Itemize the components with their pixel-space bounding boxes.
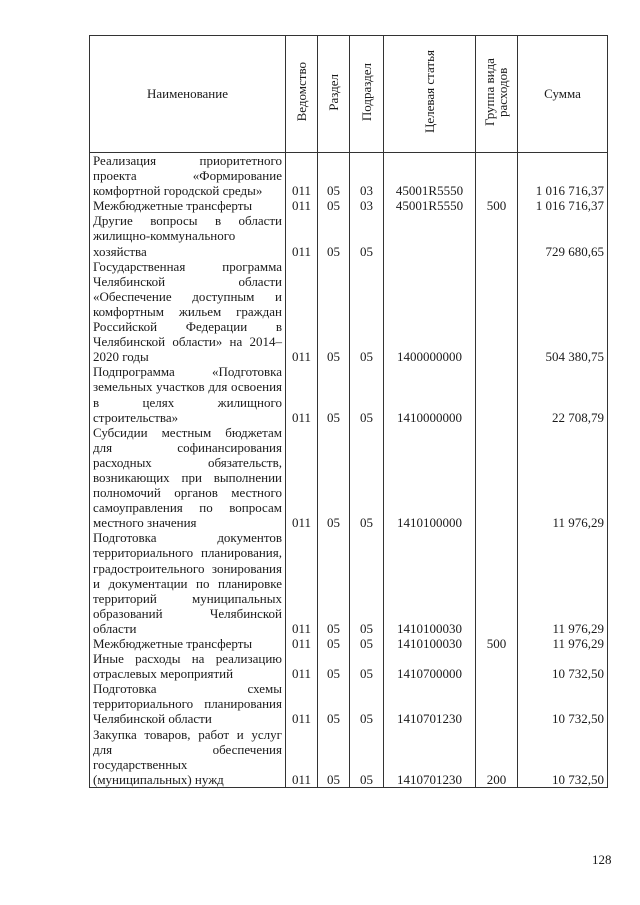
row-sum: 11 976,29 bbox=[518, 530, 608, 636]
row-name: Реализация приоритетного проекта «Формирование комфортной городской среды» bbox=[90, 153, 286, 199]
row-section: 05 bbox=[318, 636, 350, 651]
row-name: Закупка товаров, работ и услуг для обеспечения государственных (муниципальных) нужд bbox=[90, 727, 286, 788]
table-row bbox=[90, 651, 608, 681]
row-dept: 011 bbox=[286, 364, 318, 424]
row-sum: 10 732,50 bbox=[518, 651, 608, 681]
row-name: Государственная программа Челябинской области «Обеспечение доступным и комфортным жильем граждан Российской Федерации в Челябинской области» на 2014–2020 годы bbox=[90, 259, 286, 365]
row-group bbox=[476, 651, 518, 681]
row-sum: 10 732,50 bbox=[518, 681, 608, 726]
row-name: Межбюджетные трансферты bbox=[90, 636, 286, 651]
row-group bbox=[476, 364, 518, 424]
row-sum: 729 680,65 bbox=[518, 213, 608, 258]
row-group: 500 bbox=[476, 636, 518, 651]
row-group: 200 bbox=[476, 727, 518, 788]
row-section: 05 bbox=[318, 681, 350, 726]
row-target: 1410100030 bbox=[384, 636, 476, 651]
row-dept: 011 bbox=[286, 259, 318, 365]
row-target: 1410000000 bbox=[384, 364, 476, 424]
row-target bbox=[384, 213, 476, 258]
row-target: 1410701230 bbox=[384, 727, 476, 788]
row-group bbox=[476, 153, 518, 199]
row-section: 05 bbox=[318, 651, 350, 681]
row-group bbox=[476, 259, 518, 365]
row-target: 1410700000 bbox=[384, 651, 476, 681]
row-sum: 11 976,29 bbox=[518, 636, 608, 651]
budget-table bbox=[89, 35, 608, 788]
row-name: Подпрограмма «Подготовка земельных участков для освоения в целях жилищного строительства» bbox=[90, 364, 286, 424]
table-row bbox=[90, 727, 608, 788]
row-subsection: 03 bbox=[350, 198, 384, 213]
page-number: 128 bbox=[592, 852, 612, 867]
table-row bbox=[90, 153, 608, 199]
row-sum: 10 732,50 bbox=[518, 727, 608, 788]
header-dept: Ведомство bbox=[286, 36, 318, 153]
row-subsection: 05 bbox=[350, 364, 384, 424]
header-target: Целевая статья bbox=[384, 36, 476, 153]
row-subsection: 05 bbox=[350, 530, 384, 636]
header-expense-group: Группа вида расходов bbox=[476, 36, 518, 153]
row-name: Иные расходы на реализацию отраслевых мероприятий bbox=[90, 651, 286, 681]
row-section: 05 bbox=[318, 425, 350, 531]
row-section: 05 bbox=[318, 213, 350, 258]
row-dept: 011 bbox=[286, 651, 318, 681]
table-row bbox=[90, 425, 608, 531]
row-section: 05 bbox=[318, 364, 350, 424]
row-sum: 11 976,29 bbox=[518, 425, 608, 531]
header-subsection: Подраздел bbox=[350, 36, 384, 153]
row-target: 45001R5550 bbox=[384, 198, 476, 213]
row-section: 05 bbox=[318, 727, 350, 788]
row-subsection: 05 bbox=[350, 727, 384, 788]
row-dept: 011 bbox=[286, 153, 318, 199]
table-row bbox=[90, 530, 608, 636]
row-section: 05 bbox=[318, 198, 350, 213]
row-target: 1410701230 bbox=[384, 681, 476, 726]
row-dept: 011 bbox=[286, 681, 318, 726]
table-row bbox=[90, 364, 608, 424]
table-row bbox=[90, 636, 608, 651]
row-target: 1410100000 bbox=[384, 425, 476, 531]
row-name: Межбюджетные трансферты bbox=[90, 198, 286, 213]
row-name: Подготовка документов территориального планирования, градостроительного зонирования и документации по планировке территорий муниципальных образований Челябинской области bbox=[90, 530, 286, 636]
row-dept: 011 bbox=[286, 198, 318, 213]
row-sum: 22 708,79 bbox=[518, 364, 608, 424]
row-name: Подготовка схемы территориального планирования Челябинской области bbox=[90, 681, 286, 726]
row-subsection: 05 bbox=[350, 425, 384, 531]
row-dept: 011 bbox=[286, 636, 318, 651]
row-subsection: 03 bbox=[350, 153, 384, 199]
row-subsection: 05 bbox=[350, 651, 384, 681]
row-group bbox=[476, 530, 518, 636]
row-sum: 1 016 716,37 bbox=[518, 198, 608, 213]
row-group bbox=[476, 213, 518, 258]
row-section: 05 bbox=[318, 259, 350, 365]
row-sum: 504 380,75 bbox=[518, 259, 608, 365]
row-subsection: 05 bbox=[350, 636, 384, 651]
row-group bbox=[476, 425, 518, 531]
row-dept: 011 bbox=[286, 425, 318, 531]
row-subsection: 05 bbox=[350, 681, 384, 726]
header-section: Раздел bbox=[318, 36, 350, 153]
row-dept: 011 bbox=[286, 727, 318, 788]
row-name: Другие вопросы в области жилищно-коммунального хозяйства bbox=[90, 213, 286, 258]
row-name: Субсидии местным бюджетам для софинансирования расходных обязательств, возникающих при выполнении полномочий органов местного самоуправления по вопросам местного значения bbox=[90, 425, 286, 531]
row-subsection: 05 bbox=[350, 259, 384, 365]
row-group: 500 bbox=[476, 198, 518, 213]
row-target: 45001R5550 bbox=[384, 153, 476, 199]
row-target: 1400000000 bbox=[384, 259, 476, 365]
row-dept: 011 bbox=[286, 213, 318, 258]
table-row bbox=[90, 198, 608, 213]
row-section: 05 bbox=[318, 530, 350, 636]
table-row bbox=[90, 681, 608, 726]
table-row bbox=[90, 213, 608, 258]
row-sum: 1 016 716,37 bbox=[518, 153, 608, 199]
header-sum: Сумма bbox=[518, 36, 608, 153]
row-dept: 011 bbox=[286, 530, 318, 636]
header-name: Наименование bbox=[90, 36, 286, 153]
table-row bbox=[90, 259, 608, 365]
row-group bbox=[476, 681, 518, 726]
row-section: 05 bbox=[318, 153, 350, 199]
header-row bbox=[90, 36, 608, 153]
row-target: 1410100030 bbox=[384, 530, 476, 636]
row-subsection: 05 bbox=[350, 213, 384, 258]
